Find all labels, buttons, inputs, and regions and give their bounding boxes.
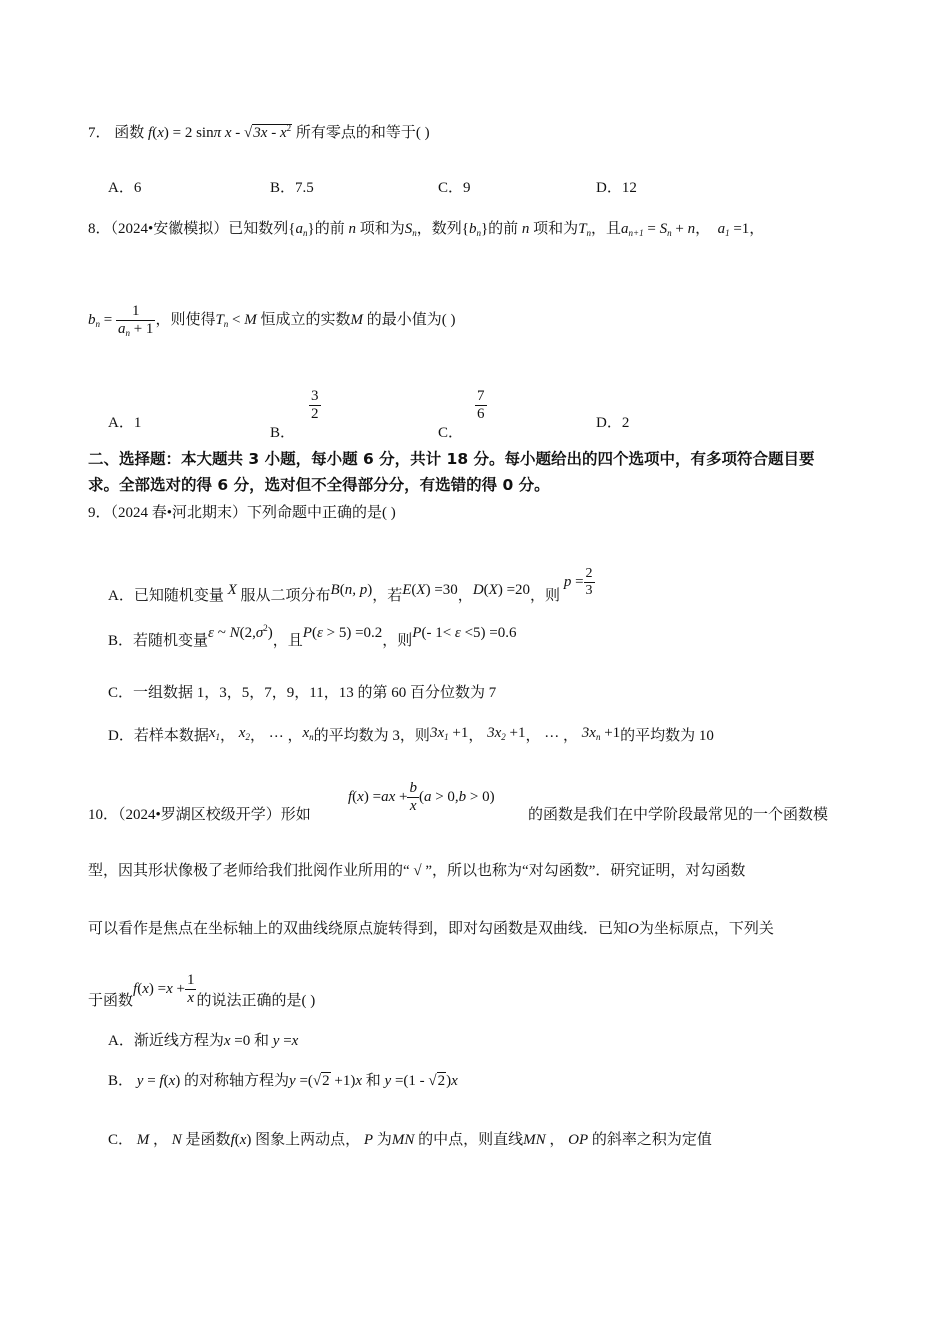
q7-stem: 7． 函数 f(x) = 2 sinπ x - $√3x - x^2$ 所有零点的和等于( ) (88, 123, 430, 141)
q10-source: （2024•罗湖区校级开学） (118, 807, 281, 823)
q9-option-d: D．若样本数据$x_1$， $x_2$， … ，$x_n$的平均数为 3，则$3x_1 +1$， $3x_2 +1$， … ， $3x_n +1$的平均数为 10 (108, 725, 714, 744)
q10-stem-line1-end: 的函数是我们在中学阶段最常见的一个函数模 (528, 807, 829, 823)
q10-option-b: B． y = f(x) 的对称轴方程为y =(√2 +1)x 和 y =(1 - √2)x (108, 1073, 458, 1089)
q7-option-c: C．9 (438, 180, 471, 196)
q10-option-c: C． M ， N 是函数f(x) 图象上两动点， P 为MN 的中点，则直线MN ， OP 的斜率之积为定值 (108, 1132, 712, 1148)
q9-option-b: B．若随机变量ε ~ $N(2,\sigma^2)$，且P(ε > 5) =0.2，则P(- 1< ε <5) =0.6 (108, 623, 517, 649)
q10-stem-line3: 可以看作是焦点在坐标轴上的双曲线绕原点旋转得到，即对勾函数是双曲线．已知O为坐标原点，下列关 (88, 921, 774, 937)
q8-stem-line2: $b_n$ = $\frac{1}{a_n + 1}$ ，则使得$T_n < M$ 恒成立的实数M 的最小值为( ) (88, 303, 456, 339)
q10-formula: f(x) =ax + $\frac{b}{x}$ (a > 0,b > 0) (348, 780, 495, 815)
q8-option-b: B． $\frac{3}{2}$ (270, 388, 319, 442)
q8-bn-formula: $b_n$ = $\frac{1}{a_n + 1}$ (88, 303, 154, 339)
q8-source: （2024•安徽模拟） (110, 221, 229, 237)
q7-option-b: B．7.5 (270, 180, 314, 196)
section2-heading-line2: 求。全部选对的得 6 分，选对但不全得部分分，有选错的得 0 分。 (88, 476, 550, 494)
q8-stem-line1: 8．（2024•安徽模拟）已知数列$\{a_n\}$的前 n 项和为$S_n$，数列$\{b_n\}$的前 n 项和为$T_n$，且$a_{n+1} = S_n + n$， $a_1 =1$， (88, 221, 765, 238)
q10-stem-line2: 型，因其形状像极了老师给我们批阅作业所用的“ √ ”，所以也称为“对勾函数”．研究证明，对勾函数 (88, 863, 746, 879)
q9-stem: 9．（2024 春•河北期末）下列命题中正确的是( ) (88, 505, 396, 521)
section2-heading-line1: 二、选择题：本大题共 3 小题，每小题 6 分，共计 18 分。每小题给出的四个选项中，有多项符合题目要 (88, 450, 815, 468)
q7-option-a: A．6 (108, 180, 142, 196)
q7-formula: f(x) = 2 sinπ x - $√3x - x^2$ (148, 123, 292, 141)
q10-stem-line4: 于函数f(x) =x + $\frac{1}{x}$ 的说法正确的是( ) (88, 972, 316, 1010)
q7-number: 7． (88, 125, 111, 141)
q9-number: 9． (88, 505, 111, 521)
q8-option-c: C． $\frac{7}{6}$ (438, 388, 485, 442)
q10-stem-line1: 10．（2024•罗湖区校级开学）形如 (88, 807, 311, 823)
q10-option-a: A．渐近线方程为x =0 和 y =x (108, 1033, 299, 1049)
q9-option-c: C．一组数据 1，3，5，7，9，11，13 的第 60 百分位数为 7 (108, 685, 497, 701)
q9-source: （2024 春•河北期末） (110, 505, 248, 521)
q7-option-d: D．12 (596, 180, 637, 196)
q10-number: 10． (88, 807, 119, 823)
q8-option-d: D．2 (596, 415, 630, 431)
q9-option-a: A．已知随机变量 X 服从二项分布B(n, p)，若E(X) =30，D(X) =20，则 p = $\frac{2}{3}$ (108, 566, 593, 605)
q8-recurrence: $a_{n+1} = S_n + n$ (621, 221, 696, 238)
q8-number: 8． (88, 221, 111, 237)
q8-initial: $a_1 =1$ (717, 221, 750, 238)
q8-option-a: A．1 (108, 415, 142, 431)
